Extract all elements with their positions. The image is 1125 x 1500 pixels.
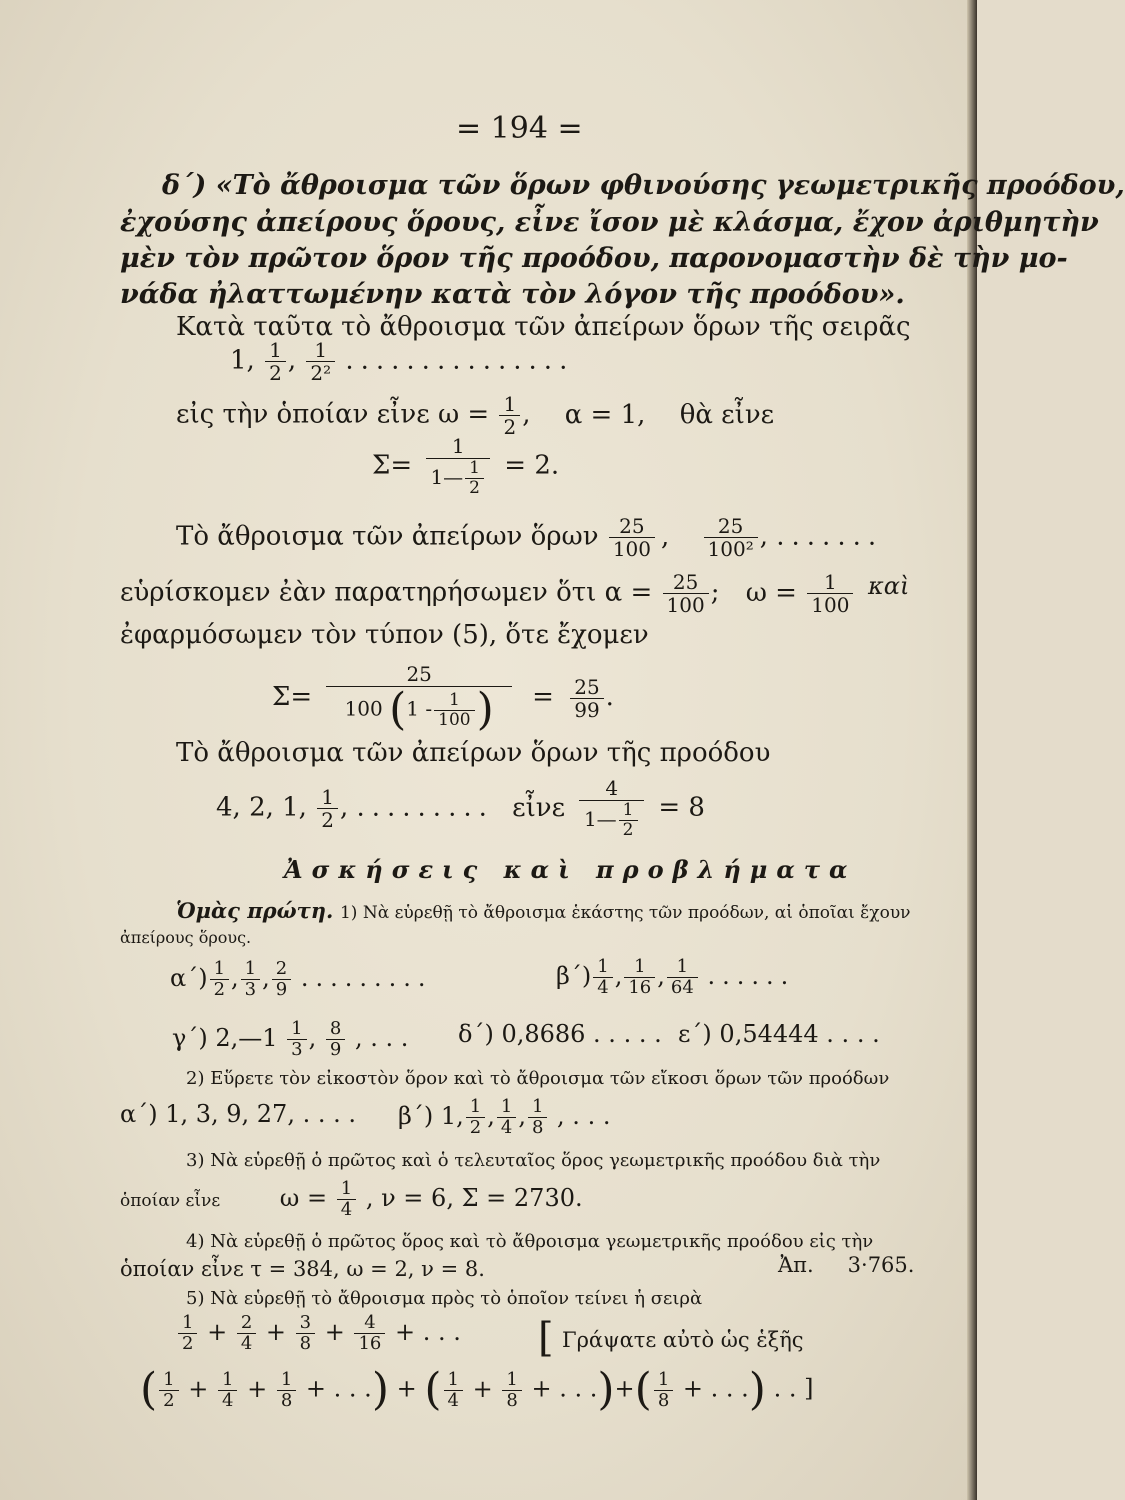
series-intro: Κατὰ ταῦτα τὸ ἄθροισμα τῶν ἀπείρων ὅρων τῆς σειρᾶς (176, 312, 911, 342)
fraction: $\frac{1}{2}$ (466, 1098, 485, 1137)
exercise-1-d: δ΄) 0,8686 . . . . . (458, 1020, 662, 1048)
fraction: $\frac{2}{4}$ (237, 1314, 256, 1353)
example-2-line-1: Τὸ ἄθροισμα τῶν ἀπείρων ὅρων $\frac{25}{100}$ , $\frac{25}{\text{100²}}$ , ....... (176, 514, 884, 561)
exercise-5-hint: Γράψατε αὐτὸ ὡς ἑξῆς (562, 1328, 804, 1352)
exercise-5-text: 5) Νὰ εὑρεθῇ τὸ ἄθροισμα πρὸς τὸ ὁποῖον τείνει ἡ σειρὰ (186, 1288, 703, 1309)
theorem-line-4: νάδα ἠλαττωμένην κατὰ τὸν λόγον τῆς προόδου». (120, 279, 905, 310)
example-3-line-1: Τὸ ἄθροισμα τῶν ἀπείρων ὅρων τῆς προόδου (176, 738, 771, 768)
exercises-heading: Ἀσκήσεις καὶ προβλήματα (284, 855, 857, 884)
fraction: $\frac{1}{2}$ (210, 960, 229, 999)
fraction-25-100sq: $\frac{25}{\text{100²}}$ (704, 516, 758, 559)
fraction: $\frac{1}{4}$ (218, 1371, 237, 1410)
exercise-1-c: γ΄) 2,—1 $\frac{1}{3}$ , $\frac{8}{9}$ , . . . (172, 1018, 409, 1060)
sum-fraction-3: 4 1— $\frac{1}{2}$ (579, 778, 644, 839)
example-2-line-2: εὑρίσκομεν ἐὰν παρατηρήσωμεν ὅτι α = $\frac{25}{100}$ ; ω = $\frac{1}{100}$ (120, 572, 855, 615)
exercise-5-grouped-series: ( $\frac{1}{2}$ + $\frac{1}{4}$ + $\frac{1}{8}$ + . . .) + ( $\frac{1}{4}$ + $\frac{1}{8}$ + . . .)+( $\frac{1}{8}$ + . . .) . . ] (140, 1364, 814, 1415)
exercise-2-b: β΄) 1, $\frac{1}{2}$ , $\frac{1}{4}$ , $\frac{1}{8}$ , . . . (398, 1096, 611, 1138)
theorem-line-3: μὲν τὸν πρῶτον ὅρον τῆς προόδου, παρονομαστὴν δὲ τὴν μο- (120, 243, 1068, 274)
exercise-4-text: 4) Νὰ εὑρεθῇ ὁ πρῶτος ὅρος καὶ τὸ ἄθροισμα γεωμετρικῆς προόδου εἰς τὴν (186, 1231, 874, 1252)
group-title: Ὁμὰς πρώτη. (176, 898, 334, 923)
fraction: $\frac{1}{16}$ (624, 958, 655, 997)
exercise-1-b: β΄) $\frac{1}{4}$ , $\frac{1}{16}$ , $\frac{1}{64}$ ...... (556, 956, 796, 998)
ratio-line: εἰς τὴν ὁποίαν εἶνε ω = $\frac{1}{2}$ , α = 1, θὰ εἶνε (176, 392, 775, 439)
page-number: = 194 = (456, 111, 583, 146)
exercise-3-values: ὁποίαν εἶνε ω = $\frac{1}{4}$ , ν = 6, Σ = 2730. (120, 1178, 583, 1220)
fraction: $\frac{1}{4}$ (497, 1098, 516, 1137)
fraction: $\frac{1}{4}$ (444, 1371, 463, 1410)
theorem-text-1: «Τὸ ἄθροισμα τῶν ὅρων φθινούσης γεωμετρικῆς προόδου, (215, 170, 1125, 201)
exercise-1-line-1: Ὁμὰς πρώτη. 1) Νὰ εὑρεθῇ τὸ ἄθροισμα ἑκάστης τῶν προόδων, αἱ ὁποῖαι ἔχουν (176, 898, 911, 923)
fraction-25-100: $\frac{25}{100}$ (609, 516, 655, 559)
exercise-3-text: 3) Νὰ εὑρεθῇ ὁ πρῶτος καὶ ὁ τελευταῖος ὅρος γεωμετρικῆς προόδου διὰ τὴν (186, 1150, 881, 1171)
example-2-line-3: ἐφαρμόσωμεν τὸν τύπον (5), ὅτε ἔχομεν (120, 620, 649, 650)
exercise-1-e: ε΄) 0,54444 . . . . (678, 1020, 880, 1048)
fraction: $\frac{2}{9}$ (272, 960, 291, 999)
fraction: $\frac{1}{8}$ (277, 1371, 296, 1410)
hint-bracket: [ (538, 1315, 554, 1361)
fraction: $\frac{4}{16}$ (354, 1314, 385, 1353)
exercise-2-text: 2) Εὕρετε τὸν εἰκοστὸν ὅρον καὶ τὸ ἄθροισμα τῶν εἴκοσι ὅρων τῶν προόδων (186, 1068, 890, 1089)
fraction: $\frac{1}{2}$ (178, 1314, 197, 1353)
fraction: $\frac{1}{2}$ (159, 1371, 178, 1410)
sum-formula-2: Σ= 25 100 (1 - $\frac{1}{100}$ ) = $\frac{25}{99}$ . (272, 662, 614, 735)
fraction-25-99: $\frac{25}{99}$ (570, 677, 603, 720)
theorem-line-2: ἐχούσης ἀπείρους ὅρους, εἶνε ἴσον μὲ κλάσμα, ἔχον ἀριθμητὴν (120, 207, 1099, 238)
kai-word: καὶ (868, 572, 910, 600)
fraction: $\frac{1}{64}$ (667, 958, 698, 997)
fraction: $\frac{3}{8}$ (296, 1314, 315, 1353)
exercise-1-line-2: ἀπείρους ὅρους. (120, 928, 252, 947)
exercise-4-answer: Ἀπ. 3·765. (778, 1253, 915, 1277)
theorem-label: δ΄) (162, 170, 207, 201)
exercise-2-a: α΄) 1, 3, 9, 27, . . . . (120, 1100, 356, 1128)
theorem-line-1 (162, 172, 1125, 199)
exercise-5-series: $\frac{1}{2}$ + $\frac{2}{4}$ + $\frac{3}{8}$ + $\frac{4}{16}$ + . . . (176, 1314, 461, 1353)
fraction-one-half: $\frac{1}{2}$ (265, 340, 286, 383)
series-terms: 1, $\frac{1}{2}$ , $\frac{1}{\text{2²}}$ ............... (230, 338, 575, 385)
sum-formula-1: Σ= 1 1— $\frac{1}{2}$ = 2. (372, 434, 560, 498)
fraction: $\frac{1}{8}$ (528, 1098, 547, 1137)
sum-fraction-1: 1 1— $\frac{1}{2}$ (426, 436, 490, 497)
example-3-line-2: 4, 2, 1, $\frac{1}{2}$ , ......... εἶνε 4 1— $\frac{1}{2}$ = 8 (216, 776, 705, 840)
fraction-ratio: $\frac{1}{2}$ (499, 394, 520, 437)
fraction: $\frac{1}{3}$ (241, 960, 260, 999)
fraction: $\frac{1}{8}$ (502, 1371, 521, 1410)
fraction-one-quarter: $\frac{1}{\text{2²}}$ (306, 340, 335, 383)
exercise-1-a: α΄) $\frac{1}{2}$ , $\frac{1}{3}$ , $\frac{2}{9}$ ......... (170, 958, 433, 1000)
exercise-4-values: ὁποίαν εἶνε τ = 384, ω = 2, ν = 8. (120, 1257, 485, 1281)
sum-fraction-2: 25 100 (1 - $\frac{1}{100}$ ) (326, 664, 511, 732)
fraction: $\frac{1}{4}$ (593, 958, 612, 997)
fraction: $\frac{1}{8}$ (654, 1371, 673, 1410)
